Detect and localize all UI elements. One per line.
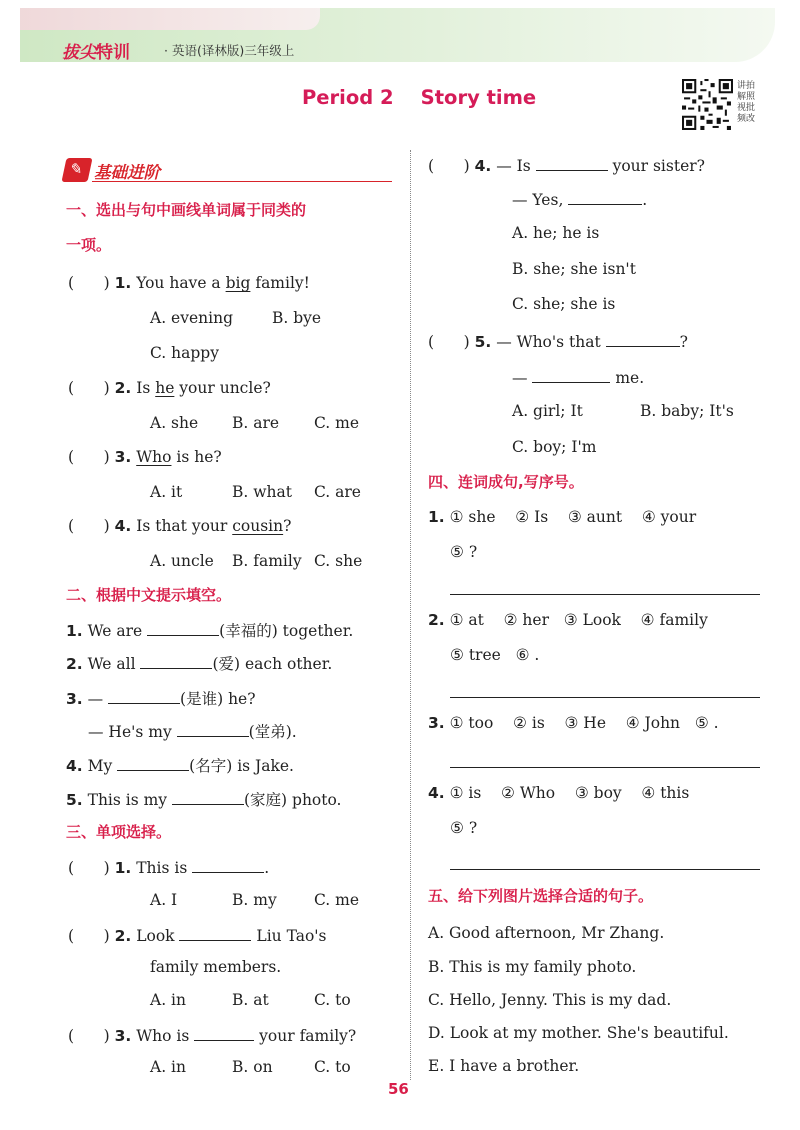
option: C. boy; I'm — [512, 438, 597, 456]
answer-bracket[interactable]: ( ) — [428, 333, 470, 351]
sentence-option: B. This is my family photo. — [428, 958, 637, 976]
option: B. at — [232, 991, 269, 1009]
option: A. she — [150, 414, 199, 432]
option: A. I — [150, 891, 178, 909]
question-cont: family members. — [150, 958, 282, 976]
word-order-row: 4. ① is ② Who ③ boy ④ this — [428, 784, 690, 802]
blank-line[interactable] — [194, 1024, 254, 1041]
option: A. it — [150, 483, 183, 501]
question-row: ( ) 3. Who is he? — [68, 448, 222, 466]
answer-bracket[interactable]: ( ) — [68, 379, 110, 397]
option: C. happy — [150, 344, 219, 362]
qr-code-icon[interactable] — [682, 79, 733, 130]
blank-line[interactable] — [179, 924, 251, 941]
answer-bracket[interactable]: ( ) — [68, 1027, 110, 1045]
blank-line[interactable] — [147, 619, 219, 636]
blank-line[interactable] — [172, 788, 244, 805]
part3-heading: 三、单项选择。 — [66, 823, 172, 841]
option: B. family — [232, 552, 302, 570]
header-band — [20, 8, 775, 62]
section-title: 基础进阶 — [94, 163, 160, 182]
option: C. me — [314, 414, 360, 432]
option: C. to — [314, 1058, 351, 1076]
question-row: ( ) 2. Look Liu Tao's — [68, 924, 327, 946]
word-order-cont: ⑤ tree ⑥ . — [450, 646, 540, 664]
fill-blank-row: 3. — (是谁) he? — [66, 687, 256, 709]
page-number: 56 — [388, 1080, 409, 1098]
option: C. are — [314, 483, 361, 501]
sentence-option: E. I have a brother. — [428, 1057, 580, 1075]
blank-line[interactable] — [117, 754, 189, 771]
question-cont: — me. — [512, 366, 644, 388]
fill-blank-row: 2. We all (爱) each other. — [66, 652, 332, 674]
sentence-option: A. Good afternoon, Mr Zhang. — [428, 924, 665, 942]
part5-heading: 五、给下列图片选择合适的句子。 — [428, 887, 654, 905]
question-row: ( ) 1. This is . — [68, 856, 269, 878]
word-order-row: 1. ① she ② Is ③ aunt ④ your — [428, 508, 697, 526]
option: A. girl; It — [512, 402, 583, 420]
answer-bracket[interactable]: ( ) — [68, 859, 110, 877]
word-order-cont: ⑤ ? — [450, 819, 478, 837]
part1-heading: 一、选出与句中画线单词属于同类的 — [66, 201, 307, 219]
question-cont: — Yes, . — [512, 188, 647, 210]
option: B. are — [232, 414, 280, 432]
blank-line[interactable] — [140, 652, 212, 669]
answer-line[interactable] — [450, 869, 760, 870]
answer-bracket[interactable]: ( ) — [68, 927, 110, 945]
sentence-option: C. Hello, Jenny. This is my dad. — [428, 991, 672, 1009]
answer-bracket[interactable]: ( ) — [68, 517, 110, 535]
option: A. in — [150, 991, 186, 1009]
pen-icon: ✎ — [61, 158, 92, 182]
section-underline — [92, 181, 392, 182]
blank-line[interactable] — [108, 687, 180, 704]
fill-blank-row: 1. We are (幸福的) together. — [66, 619, 353, 641]
word-order-row: 2. ① at ② her ③ Look ④ family — [428, 611, 708, 629]
blank-line[interactable] — [532, 366, 610, 383]
word-order-row: 3. ① too ② is ③ He ④ John ⑤ . — [428, 714, 719, 732]
question-row: ( ) 4. — Is your sister? — [428, 154, 705, 176]
option: B. bye — [272, 309, 322, 327]
fill-blank-row: — He's my (堂弟). — [88, 720, 297, 742]
option: C. she — [314, 552, 363, 570]
blank-line[interactable] — [606, 330, 680, 347]
question-row: ( ) 1. You have a big family! — [68, 274, 310, 292]
column-divider — [410, 150, 411, 1080]
fill-blank-row: 5. This is my (家庭) photo. — [66, 788, 341, 810]
part4-heading: 四、连词成句,写序号。 — [428, 473, 584, 491]
option: A. uncle — [150, 552, 214, 570]
blank-line[interactable] — [177, 720, 249, 737]
brand-logo: 拔尖特训 — [62, 43, 130, 63]
answer-bracket[interactable]: ( ) — [68, 274, 110, 292]
sentence-option: D. Look at my mother. She's beautiful. — [428, 1024, 729, 1042]
word-order-cont: ⑤ ? — [450, 543, 478, 561]
book-subject: · 英语(译林版)三年级上 — [164, 43, 295, 58]
part2-heading: 二、根据中文提示填空。 — [66, 586, 232, 604]
option: B. on — [232, 1058, 273, 1076]
option: A. he; he is — [512, 224, 600, 242]
answer-bracket[interactable]: ( ) — [68, 448, 110, 466]
qr-label: 讲拍 解照 视批 频改 — [737, 81, 756, 124]
option: C. to — [314, 991, 351, 1009]
blank-line[interactable] — [536, 154, 608, 171]
option: B. what — [232, 483, 292, 501]
page-title: Period 2 Story time — [302, 86, 537, 109]
option: B. baby; It's — [640, 402, 734, 420]
blank-line[interactable] — [568, 188, 642, 205]
blank-line[interactable] — [192, 856, 264, 873]
question-row: ( ) 4. Is that your cousin? — [68, 517, 292, 535]
option: A. in — [150, 1058, 186, 1076]
question-row: ( ) 3. Who is your family? — [68, 1024, 356, 1046]
option: B. she; she isn't — [512, 260, 636, 278]
answer-line[interactable] — [450, 767, 760, 768]
question-row: ( ) 2. Is he your uncle? — [68, 379, 271, 397]
option: C. she; she is — [512, 295, 616, 313]
part1-heading-cont: 一项。 — [66, 236, 112, 254]
option: C. me — [314, 891, 360, 909]
answer-bracket[interactable]: ( ) — [428, 157, 470, 175]
answer-line[interactable] — [450, 594, 760, 595]
fill-blank-row: 4. My (名字) is Jake. — [66, 754, 294, 776]
option: B. my — [232, 891, 277, 909]
answer-line[interactable] — [450, 697, 760, 698]
option: A. evening — [150, 309, 233, 327]
question-row: ( ) 5. — Who's that ? — [428, 330, 688, 352]
